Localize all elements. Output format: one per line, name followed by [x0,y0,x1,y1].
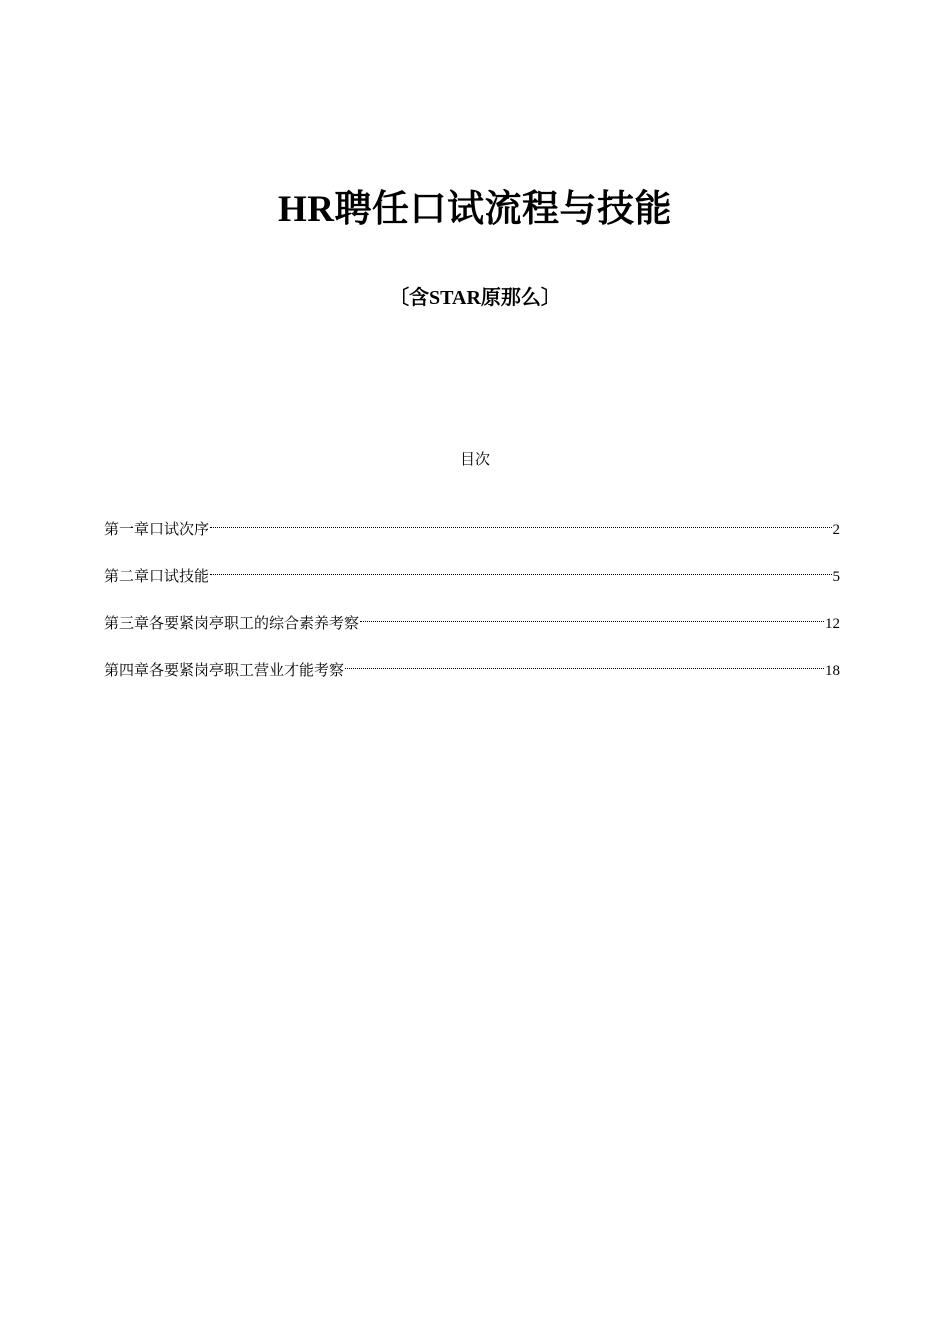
toc-heading: 目次 [459,452,490,468]
toc-entry-label: 第一章口试次序 [104,522,210,538]
toc-entry-label: 第四章各要紧岗亭职工营业才能考察 [104,663,345,679]
toc-dot-leader [210,557,831,581]
toc-entry-chapter-2[interactable] [104,557,840,585]
toc-entry-chapter-4[interactable] [104,651,840,679]
toc-dot-leader [360,604,824,628]
toc-entry-page-number: 12 [825,616,840,632]
document-subtitle: 〔含STAR原那么〕 [389,287,561,309]
toc-entry-page-number: 2 [832,522,840,538]
toc-entry-page-number: 18 [825,663,840,679]
toc-entry-page-number: 5 [832,569,840,585]
toc-entry-chapter-1[interactable] [104,510,840,538]
toc-entry-label: 第三章各要紧岗亭职工的综合素养考察 [104,616,360,632]
toc-entry-chapter-3[interactable] [104,604,840,632]
toc-dot-leader [345,651,824,675]
toc-dot-leader [210,510,831,534]
toc-entry-label: 第二章口试技能 [104,569,210,585]
table-of-contents [104,510,840,698]
document-title: HR聘任口试流程与技能 [278,189,672,230]
